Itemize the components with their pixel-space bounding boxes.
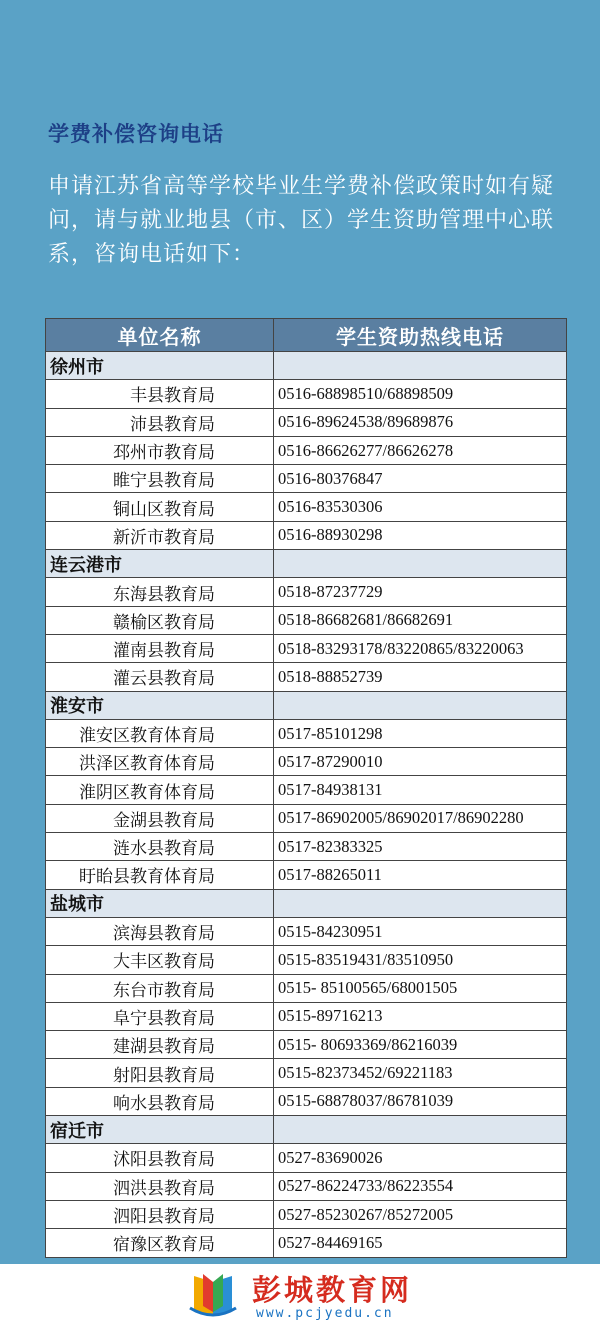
- table-row: [46, 634, 567, 662]
- table-row: [46, 861, 567, 889]
- unit-name: 建湖县教育局: [46, 1031, 274, 1059]
- hotline-phone: 0517-86902005/86902017/86902280: [274, 804, 567, 832]
- hotline-phone: 0527-84469165: [274, 1229, 567, 1257]
- hotline-phone: 0515-83519431/83510950: [274, 946, 567, 974]
- city-row: [46, 889, 567, 917]
- unit-name: 睢宁县教育局: [46, 465, 274, 493]
- city-row: [46, 1116, 567, 1144]
- table-row: [46, 436, 567, 464]
- unit-name: 东海县教育局: [46, 578, 274, 606]
- city-row: [46, 550, 567, 578]
- hotline-phone: 0515-82373452/69221183: [274, 1059, 567, 1087]
- unit-name: 盱眙县教育体育局: [46, 861, 274, 889]
- hotline-phone: 0527-83690026: [274, 1144, 567, 1172]
- unit-name: 大丰区教育局: [46, 946, 274, 974]
- city-phone-empty: [274, 352, 567, 380]
- city-row: [46, 352, 567, 380]
- hotline-phone: 0515- 85100565/68001505: [274, 974, 567, 1002]
- table-row: [46, 493, 567, 521]
- table-row: [46, 1031, 567, 1059]
- table-header-row: [46, 319, 567, 352]
- city-phone-empty: [274, 550, 567, 578]
- table-row: [46, 719, 567, 747]
- table-row: [46, 1200, 567, 1228]
- hotline-phone: 0527-85230267/85272005: [274, 1200, 567, 1228]
- unit-name: 淮安区教育体育局: [46, 719, 274, 747]
- hotline-phone: 0517-87290010: [274, 748, 567, 776]
- hotline-phone: 0518-86682681/86682691: [274, 606, 567, 634]
- table-row: [46, 465, 567, 493]
- unit-name: 金湖县教育局: [46, 804, 274, 832]
- unit-name: 淮阴区教育体育局: [46, 776, 274, 804]
- unit-name: 灌南县教育局: [46, 634, 274, 662]
- table-row: [46, 408, 567, 436]
- table-row: [46, 578, 567, 606]
- city-phone-empty: [274, 1116, 567, 1144]
- unit-name: 东台市教育局: [46, 974, 274, 1002]
- unit-name: 灌云县教育局: [46, 663, 274, 691]
- table-row: [46, 1229, 567, 1257]
- table-row: [46, 1059, 567, 1087]
- hotline-table: [45, 318, 567, 1258]
- table-row: [46, 804, 567, 832]
- unit-name: 邳州市教育局: [46, 436, 274, 464]
- table-row: [46, 748, 567, 776]
- unit-name: 丰县教育局: [46, 380, 274, 408]
- city-name: 淮安市: [46, 691, 274, 719]
- column-header-unit: 单位名称: [46, 319, 274, 352]
- city-name: 徐州市: [46, 352, 274, 380]
- city-phone-empty: [274, 889, 567, 917]
- city-phone-empty: [274, 691, 567, 719]
- table-row: [46, 1144, 567, 1172]
- watermark-name: 彭城教育网: [252, 1273, 413, 1307]
- table-row: [46, 946, 567, 974]
- hotline-phone: 0515-89716213: [274, 1002, 567, 1030]
- page-title: 学费补偿咨询电话: [48, 122, 224, 146]
- hotline-phone: 0518-88852739: [274, 663, 567, 691]
- city-name: 宿迁市: [46, 1116, 274, 1144]
- table-row: [46, 380, 567, 408]
- table-row: [46, 917, 567, 945]
- unit-name: 泗洪县教育局: [46, 1172, 274, 1200]
- unit-name: 新沂市教育局: [46, 521, 274, 549]
- table-row: [46, 521, 567, 549]
- hotline-phone: 0517-85101298: [274, 719, 567, 747]
- unit-name: 沛县教育局: [46, 408, 274, 436]
- hotline-phone: 0515-68878037/86781039: [274, 1087, 567, 1115]
- hotline-phone: 0516-89624538/89689876: [274, 408, 567, 436]
- hotline-phone: 0518-87237729: [274, 578, 567, 606]
- hotline-phone: 0515- 80693369/86216039: [274, 1031, 567, 1059]
- city-name: 盐城市: [46, 889, 274, 917]
- unit-name: 涟水县教育局: [46, 833, 274, 861]
- hotline-phone: 0516-86626277/86626278: [274, 436, 567, 464]
- unit-name: 铜山区教育局: [46, 493, 274, 521]
- hotline-phone: 0516-68898510/68898509: [274, 380, 567, 408]
- hotline-phone: 0516-88930298: [274, 521, 567, 549]
- unit-name: 射阳县教育局: [46, 1059, 274, 1087]
- hotline-phone: 0516-80376847: [274, 465, 567, 493]
- hotline-phone: 0516-83530306: [274, 493, 567, 521]
- table-row: [46, 833, 567, 861]
- unit-name: 赣榆区教育局: [46, 606, 274, 634]
- city-row: [46, 691, 567, 719]
- table-body: [46, 352, 567, 1258]
- unit-name: 泗阳县教育局: [46, 1200, 274, 1228]
- table-row: [46, 974, 567, 1002]
- unit-name: 洪泽区教育体育局: [46, 748, 274, 776]
- table-row: [46, 1087, 567, 1115]
- city-name: 连云港市: [46, 550, 274, 578]
- intro-paragraph: 申请江苏省高等学校毕业生学费补偿政策时如有疑问，请与就业地县（市、区）学生资助管理中心联系，咨询电话如下：: [48, 174, 555, 267]
- book-logo-icon: [186, 1268, 240, 1318]
- unit-name: 滨海县教育局: [46, 917, 274, 945]
- watermark-url: www.pcjyedu.cn: [256, 1306, 394, 1321]
- unit-name: 阜宁县教育局: [46, 1002, 274, 1030]
- table-row: [46, 1172, 567, 1200]
- table-row: [46, 663, 567, 691]
- unit-name: 沭阳县教育局: [46, 1144, 274, 1172]
- table-row: [46, 776, 567, 804]
- hotline-phone: 0527-86224733/86223554: [274, 1172, 567, 1200]
- unit-name: 响水县教育局: [46, 1087, 274, 1115]
- hotline-phone: 0517-84938131: [274, 776, 567, 804]
- hotline-phone: 0517-82383325: [274, 833, 567, 861]
- hotline-phone: 0515-84230951: [274, 917, 567, 945]
- unit-name: 宿豫区教育局: [46, 1229, 274, 1257]
- table-row: [46, 606, 567, 634]
- hotline-phone: 0518-83293178/83220865/83220063: [274, 634, 567, 662]
- table-row: [46, 1002, 567, 1030]
- hotline-phone: 0517-88265011: [274, 861, 567, 889]
- column-header-phone: 学生资助热线电话: [274, 319, 567, 352]
